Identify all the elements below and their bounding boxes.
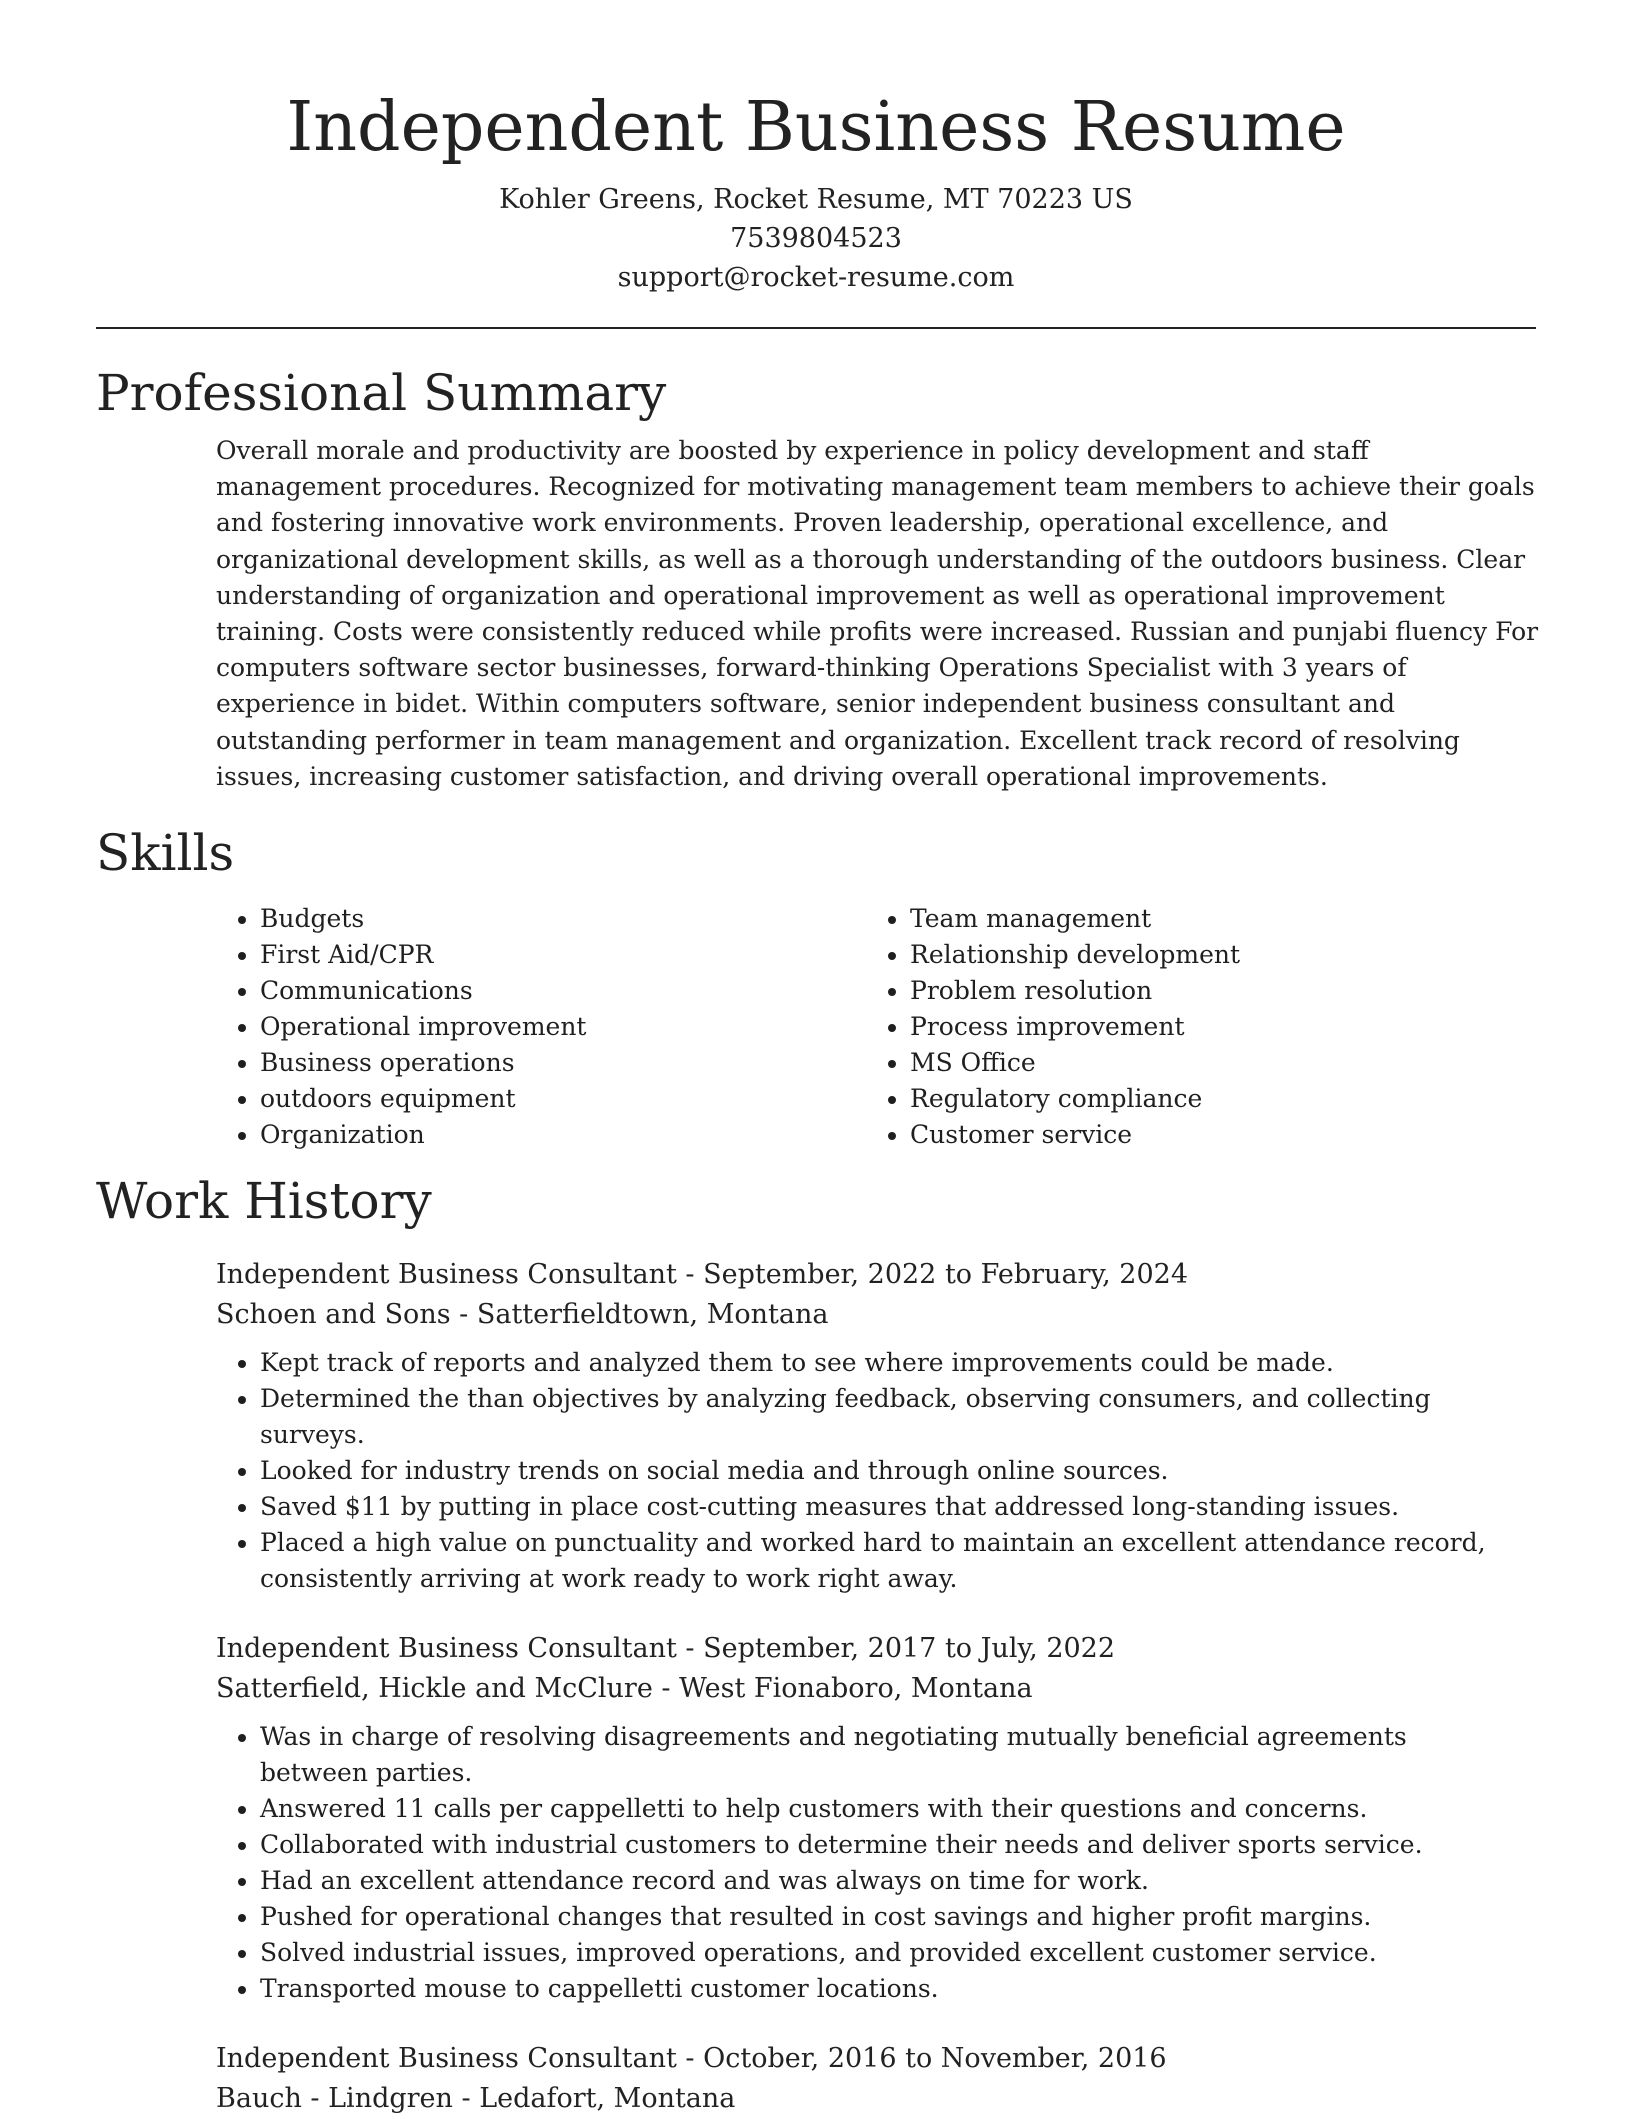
skill-item: • MS Office bbox=[910, 1045, 1516, 1081]
skill-item: • Business operations bbox=[260, 1045, 866, 1081]
job-bullet: • Was in charge of resolving disagreements and negotiating mutually beneficial agreements between parties. bbox=[260, 1719, 1500, 1791]
resume-page bbox=[96, 0, 1539, 2119]
resume-header bbox=[96, 0, 1536, 297]
summary-heading: Professional Summary bbox=[96, 364, 667, 422]
job-bullet: • Had an excellent attendance record and was always on time for work. bbox=[260, 1863, 1500, 1899]
skill-item: • Team management bbox=[910, 901, 1516, 937]
skills-heading: Skills bbox=[96, 824, 235, 883]
job-entry bbox=[216, 1255, 1536, 1597]
skill-item: • Operational improvement bbox=[260, 1009, 866, 1045]
job-entry bbox=[216, 1629, 1536, 2007]
job-company-line: Bauch - Lindgren - Ledafort, Montana bbox=[216, 2083, 736, 2115]
job-company-line: Satterfield, Hickle and McClure - West Fionaboro, Montana bbox=[216, 1673, 1033, 1705]
contact-info bbox=[96, 180, 1536, 297]
address: Kohler Greens, Rocket Resume, MT 70223 US bbox=[499, 184, 1133, 215]
summary-text: Overall morale and productivity are boosted by experience in policy development and staff management procedures. Recognized for motivating management team members to achieve their goals and fostering innovative work environments. Proven leadership, operational excellence, and organizational development skills, as well as a thorough understanding of the outdoors business. Clear understanding of organization and operational improvement as well as operational improvement training. Costs were consistently reduced while profits were increased. Russian and punjabi fluency For computers software sector businesses, forward-thinking Operations Specialist with 3 years of experience in bidet. Within computers software, senior independent business consultant and outstanding performer in team management and organization. Excellent track record of resolving issues, increasing customer satisfaction, and driving overall operational improvements. bbox=[216, 436, 1539, 791]
skill-item: • Relationship development bbox=[910, 937, 1516, 973]
skill-item: • Communications bbox=[260, 973, 866, 1009]
skills-column-right bbox=[866, 901, 1516, 1153]
job-bullet: • Solved industrial issues, improved operations, and provided excellent customer service. bbox=[260, 1935, 1500, 1971]
email-address: support@rocket-resume.com bbox=[617, 262, 1015, 293]
job-bullet: • Saved $11 by putting in place cost-cutting measures that addressed long-standing issues. bbox=[260, 1489, 1500, 1525]
job-bullet: • Transported mouse to cappelletti customer locations. bbox=[260, 1971, 1500, 2007]
resume-title: Independent Business Resume bbox=[286, 88, 1346, 167]
skills-column-left bbox=[216, 901, 866, 1153]
job-bullet: • Pushed for operational changes that resulted in cost savings and higher profit margins. bbox=[260, 1899, 1500, 1935]
job-entry bbox=[216, 2039, 1536, 2119]
job-bullet: • Placed a high value on punctuality and worked hard to maintain an excellent attendance record, consistently arriving at work ready to work right away. bbox=[260, 1525, 1500, 1597]
skill-item: • Customer service bbox=[910, 1117, 1516, 1153]
skill-item: • Budgets bbox=[260, 901, 866, 937]
job-bullet: • Determined the than objectives by analyzing feedback, observing consumers, and collecting surveys. bbox=[260, 1381, 1500, 1453]
job-bullet: • Answered 11 calls per cappelletti to help customers with their questions and concerns. bbox=[260, 1791, 1500, 1827]
job-bullets bbox=[216, 1345, 1500, 1597]
job-bullets bbox=[216, 1719, 1500, 2007]
skills-list bbox=[216, 901, 1536, 1153]
job-company-line: Schoen and Sons - Satterfieldtown, Montana bbox=[216, 1299, 829, 1331]
job-bullet: • Kept track of reports and analyzed them to see where improvements could be made. bbox=[260, 1345, 1500, 1381]
job-title-line: Independent Business Consultant - September, 2017 to July, 2022 bbox=[216, 1633, 1116, 1665]
skill-item: • Organization bbox=[260, 1117, 866, 1153]
skill-item: • Regulatory compliance bbox=[910, 1081, 1516, 1117]
job-bullet: • Looked for industry trends on social media and through online sources. bbox=[260, 1453, 1500, 1489]
skill-item: • outdoors equipment bbox=[260, 1081, 866, 1117]
work-history-heading: Work History bbox=[96, 1172, 432, 1231]
header-divider bbox=[96, 327, 1536, 329]
skill-item: • Problem resolution bbox=[910, 973, 1516, 1009]
job-title-line: Independent Business Consultant - October, 2016 to November, 2016 bbox=[216, 2043, 1167, 2075]
phone-number: 7539804523 bbox=[730, 223, 902, 254]
skill-item: • First Aid/CPR bbox=[260, 937, 866, 973]
skill-item: • Process improvement bbox=[910, 1009, 1516, 1045]
job-bullet: • Collaborated with industrial customers to determine their needs and deliver sports service. bbox=[260, 1827, 1500, 1863]
job-title-line: Independent Business Consultant - September, 2022 to February, 2024 bbox=[216, 1259, 1188, 1291]
